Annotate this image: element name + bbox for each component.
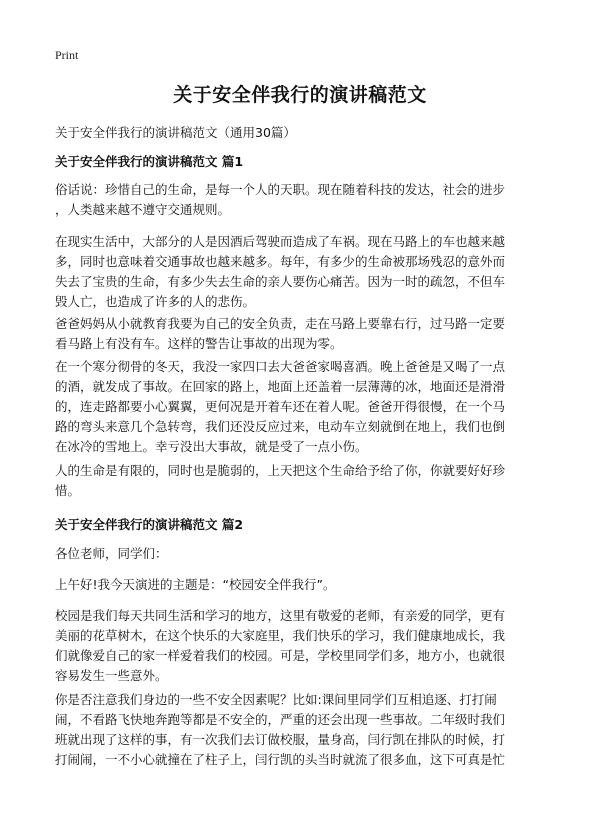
section-1-paragraph-3 (55, 314, 550, 354)
text-line: 你是否注意我们身边的一些不安全因素呢？比如:课间里同学们互相追逐、打打闹 (55, 692, 497, 707)
section-2-paragraph-2 (55, 575, 550, 595)
text-line: 路的弯头来意几个急转弯，我们还没反应过来，电动车立刻就倒在地上，我们也倒 (55, 419, 506, 434)
section-1-paragraph-5 (55, 461, 550, 501)
text-line: 们就像爱自己的家一样爱着我们的校园。可是，学校里同学们多，地方小，也就很 (55, 648, 506, 663)
document-subtitle: 关于安全伴我行的演讲稿范文（通用30篇） (55, 125, 296, 140)
text-line: 惜。 (55, 483, 81, 498)
page-title: 关于安全伴我行的演讲稿范文 (173, 84, 427, 106)
text-line: 多，同时也意味着交通事故也越来越多。每年，有多少的生命被那场残忍的意外而 (55, 254, 506, 269)
text-line: 在冰冷的雪地上。幸亏没出大事故，就是受了一点小伤。 (55, 439, 368, 454)
text-line: 各位老师，同学们： (55, 546, 168, 561)
text-line: 的酒，就发成了事故。在回家的路上，地面上还盖着一层薄薄的冰，地面还是滑滑 (55, 379, 506, 394)
text-line: 在现实生活中，大部分的人是因酒后驾驶而造成了车祸。现在马路上的车也越来越 (55, 234, 506, 249)
print-label[interactable]: Print (55, 48, 79, 62)
text-line: 在一个寒分彻骨的冬天，我没一家四口去大爸爸家喝喜酒。晚上爸爸是又喝了一点 (55, 359, 506, 374)
text-line: 失去了宝贵的生命，有多少失去生命的亲人要伤心痛苦。因为一时的疏忽，不但车 (55, 274, 506, 289)
text-line: 容易发生一些意外。 (55, 668, 168, 683)
text-line: 上午好!我今天演进的主题是：“校园安全伴我行”。 (55, 577, 336, 592)
section-1-paragraph-2 (55, 232, 550, 312)
text-line: 毁人亡，也造成了许多的人的悲伤。 (55, 294, 256, 309)
section-1-paragraph-1 (55, 180, 550, 220)
text-line: 的，连走路都要小心翼翼，更何况是开着车还在着人呢。爸爸开得很慢，在一个马 (55, 399, 506, 414)
text-line: 人的生命是有限的，同时也是脆弱的，上天把这个生命给予给了你，你就要好好珍 (55, 463, 506, 478)
section-2-paragraph-3 (55, 606, 550, 686)
text-line: 美丽的花草树木，在这个快乐的大家庭里，我们快乐的学习，我们健康地成长，我 (55, 628, 506, 643)
text-line: 班就出现了这样的事，有一次我们去订做校服，量身高，闫行凯在排队的时候，打 (55, 732, 506, 747)
text-line: 闹，不看路飞快地奔跑等都是不安全的，严重的还会出现一些事故。二年级时我们 (55, 712, 506, 727)
text-line: ，人类越来越不遵守交通规则。 (55, 202, 231, 217)
section-2-heading: 关于安全伴我行的演讲稿范文 篇2 (55, 517, 244, 532)
section-1-paragraph-4 (55, 357, 550, 457)
text-line: 俗话说：珍惜自己的生命，是每一个人的天职。现在随着科技的发达，社会的进步 (55, 182, 506, 197)
text-line: 看马路上有没有车。这样的警告让事故的出现为零。 (55, 336, 343, 351)
text-line: 校园是我们每天共同生活和学习的地方，这里有敬爱的老师，有亲爱的同学，更有 (55, 608, 506, 623)
section-1-heading: 关于安全伴我行的演讲稿范文 篇1 (55, 154, 244, 169)
text-line: 打闹闹，一不小心就撞在了柱子上，闫行凯的头当时就流了很多血，这下可真是忙 (55, 752, 506, 767)
section-2-paragraph-1 (55, 544, 550, 564)
section-2-paragraph-4 (55, 690, 550, 770)
text-line: 爸爸妈妈从小就教育我要为自己的安全负责，走在马路上要靠右行，过马路一定要 (55, 316, 506, 331)
